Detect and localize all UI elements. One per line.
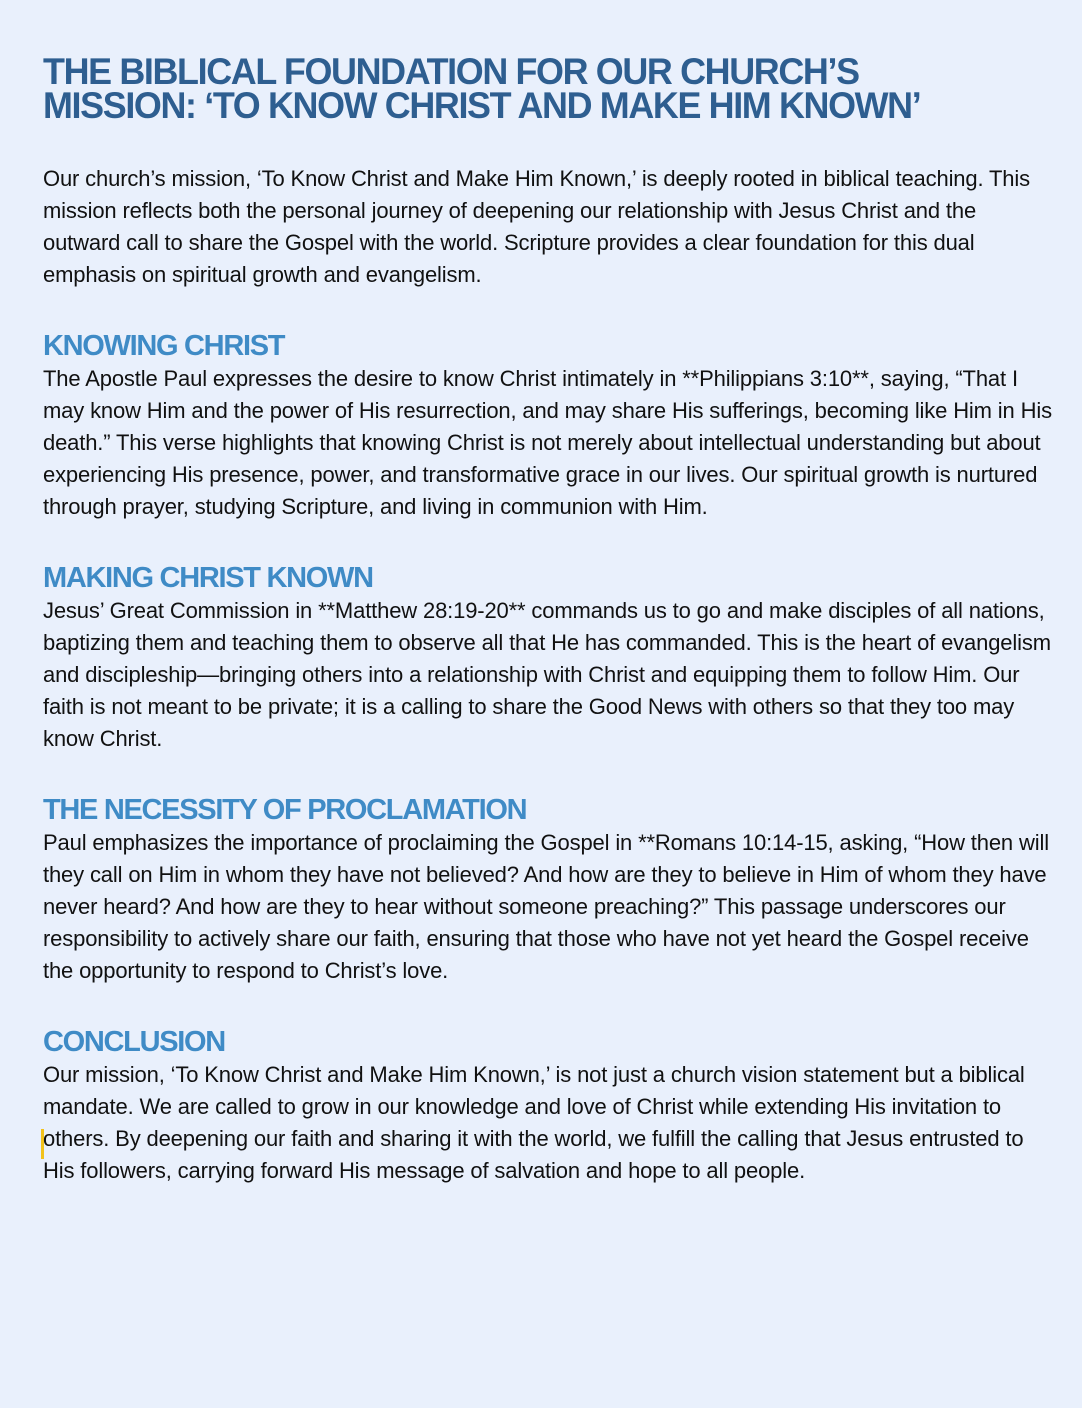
section-heading-making-christ-known: MAKING CHRIST KNOWN: [43, 562, 373, 594]
section-text-making-christ-known[interactable]: Jesus’ Great Commission in **Matthew 28:19-20** commands us to go and make disciples of all nations, baptizing them and teaching them to observe all that He has commanded. This is the heart of evangelism and discipleship—bringing others into a relationship with Christ and equipping them to follow Him. Our faith is not meant to be private; it is a calling to share the Good News with others so that they too may know Christ.: [43, 598, 1051, 751]
intro-paragraph[interactable]: Our church’s mission, ‘To Know Christ and Make Him Known,’ is deeply rooted in biblical teaching. This mission reflects both the personal journey of deepening our relationship with Jesus Christ and the outward call to share the Gospel with the world. Scripture provides a clear foundation for this dual emphasis on spiritual growth and evangelism.: [43, 166, 1030, 287]
section-knowing-christ: [43, 329, 1059, 523]
section-text-necessity-of-proclamation[interactable]: Paul emphasizes the importance of proclaiming the Gospel in **Romans 10:14-15, asking, “How then will they call on Him in whom they have not believed? And how are they to believe in Him of whom they have never heard? And how are they to hear without someone preaching?” This passage underscores our responsibility to actively share our faith, ensuring that those who have not yet heard the Gospel receive the opportunity to respond to Christ’s love.: [43, 830, 1049, 983]
section-heading-conclusion: CONCLUSION: [43, 1026, 225, 1058]
document-title: THE BIBLICAL FOUNDATION FOR OUR CHURCH’S MISSION: ‘TO KNOW CHRIST AND MAKE HIM KNOWN’: [43, 51, 921, 126]
section-text-knowing-christ[interactable]: The Apostle Paul expresses the desire to know Christ intimately in **Philippians 3:10**, saying, “That I may know Him and the power of His resurrection, and may share His sufferings, becoming like Him in His death.” This verse highlights that knowing Christ is not merely about intellectual understanding but about experiencing His presence, power, and transformative grace in our lives. Our spiritual growth is nurtured through prayer, studying Scripture, and living in communion with Him.: [43, 366, 1052, 519]
document-page: [43, 51, 1059, 1187]
section-making-christ-known: [43, 561, 1059, 755]
section-conclusion: [43, 1025, 1059, 1187]
section-heading-necessity-of-proclamation: THE NECESSITY OF PROCLAMATION: [43, 794, 527, 826]
section-heading-knowing-christ: KNOWING CHRIST: [43, 330, 285, 362]
conclusion-text-wrapper: [43, 1059, 1059, 1187]
section-text-conclusion[interactable]: Our mission, ‘To Know Christ and Make Him Known,’ is not just a church vision statement but a biblical mandate. We are called to grow in our knowledge and love of Christ while extending His invitation to others. By deepening our faith and sharing it with the world, we fulfill the calling that Jesus entrusted to His followers, carrying forward His message of salvation and hope to all people.: [43, 1062, 1025, 1183]
section-necessity-of-proclamation: [43, 793, 1059, 987]
